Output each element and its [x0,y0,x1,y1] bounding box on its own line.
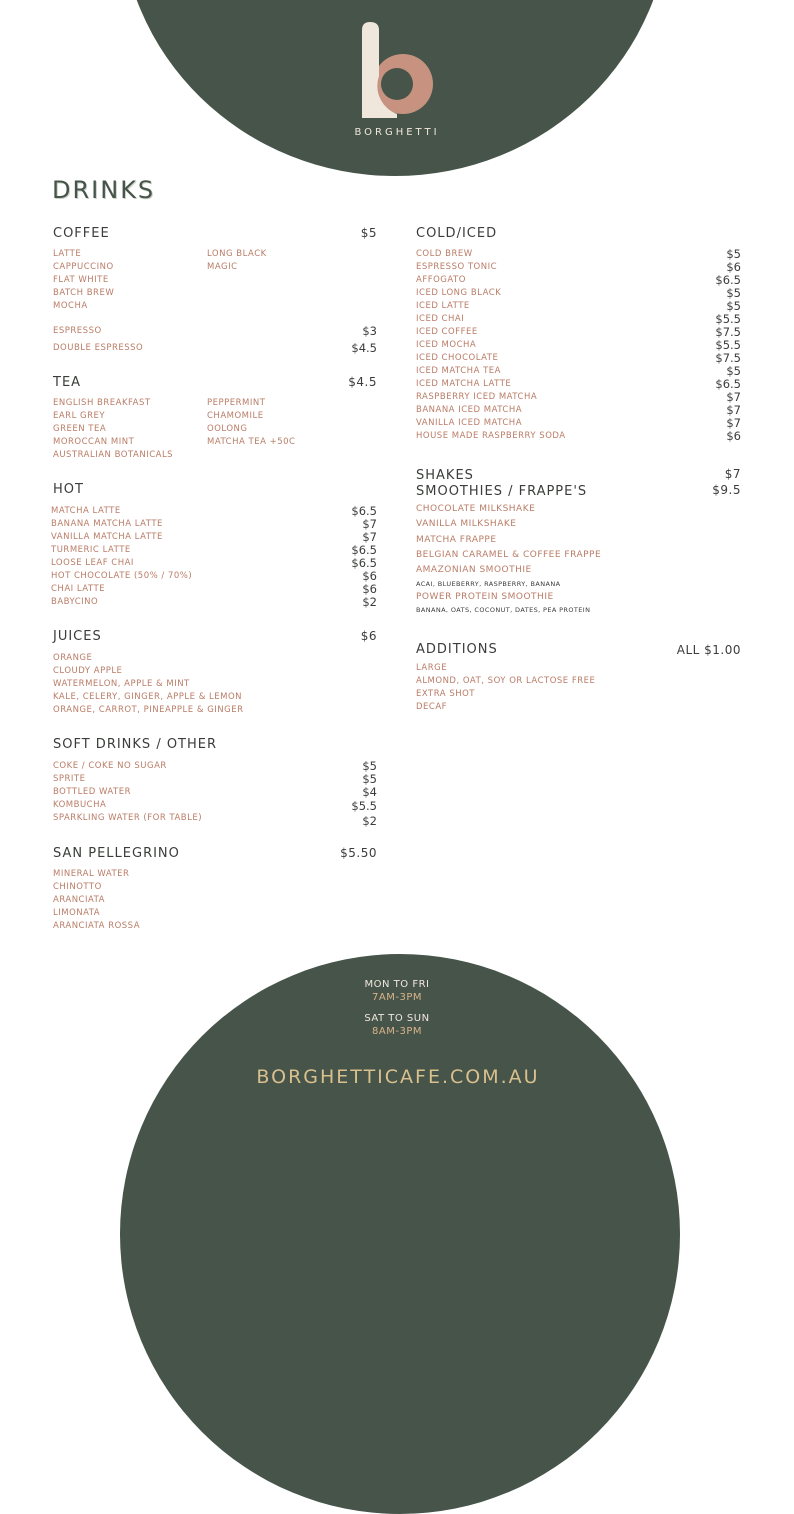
list-item: VANILLA MATCHA LATTE [51,532,163,542]
item-price: $7 [362,530,377,544]
hot-title: HOT [53,482,84,497]
item-price: $5 [726,299,741,313]
list-item: CHINOTTO [53,882,102,892]
soft-drinks-title: SOFT DRINKS / OTHER [53,737,218,752]
item-price: $6.5 [715,377,741,391]
item-price: $6.5 [351,556,377,570]
list-item: ARANCIATA ROSSA [53,921,141,931]
list-item: AMAZONIAN SMOOTHIE [416,565,532,575]
item-price: $7.5 [715,351,741,365]
list-item: CHAMOMILE [207,411,264,421]
cold-iced-title: COLD/ICED [416,226,498,241]
list-item: ICED CHOCOLATE [416,353,499,363]
list-item: ARANCIATA [53,895,105,905]
juices-title: JUICES [53,629,102,644]
hours-weekday-time: 7AM-3PM [372,992,422,1003]
brand-name: BORGHETTI [354,127,440,138]
list-item: VANILLA MILKSHAKE [416,519,517,529]
list-item: VANILLA ICED MATCHA [416,418,523,428]
item-price: $5.5 [715,338,741,352]
list-item: OOLONG [207,424,248,434]
item-price: $5 [726,286,741,300]
item-price: $5 [726,364,741,378]
additions-title: ADDITIONS [416,642,498,657]
item-price: $6 [726,429,741,443]
list-item: ICED LONG BLACK [416,288,502,298]
list-item: GREEN TEA [53,424,107,434]
list-item: BABYCINO [51,597,99,607]
list-item: AFFOGATO [416,275,466,285]
borghetti-logo [357,18,437,122]
list-item: ICED MOCHA [416,340,477,350]
website-link[interactable]: BORGHETTICAFE.COM.AU [256,1066,540,1088]
list-item: LIMONATA [53,908,101,918]
hours-weekend-time: 8AM-3PM [372,1026,422,1037]
list-item: COLD BREW [416,249,473,259]
list-item: WATERMELON, APPLE & MINT [53,679,190,689]
list-item: CHOCOLATE MILKSHAKE [416,504,536,514]
additions-price: ALL $1.00 [676,643,741,657]
list-item: MATCHA LATTE [51,506,121,516]
smoothies-title: SMOOTHIES / FRAPPE'S [416,484,588,499]
item-price: $6.5 [715,273,741,287]
item-price: $4 [362,785,377,799]
item-price: $7 [362,517,377,531]
coffee-price: $5 [360,226,377,240]
list-item: LARGE [416,663,448,673]
item-price: $7 [726,403,741,417]
list-item: KOMBUCHA [53,800,107,810]
list-item: MINERAL WATER [53,869,130,879]
item-price: $6 [362,582,377,596]
list-item: ICED MATCHA LATTE [416,379,512,389]
tea-title: TEA [53,375,82,390]
footer-arc [120,954,680,1514]
list-item: SPARKLING WATER (FOR TABLE) [53,813,203,823]
item-price: $7.5 [715,325,741,339]
list-item: HOT CHOCOLATE (50% / 70%) [51,571,193,581]
item-price: $7 [726,416,741,430]
item-price: $6.5 [351,543,377,557]
item-price: $6.5 [351,504,377,518]
list-item: ICED COFFEE [416,327,478,337]
item-price: $2 [362,814,377,828]
list-item: CLOUDY APPLE [53,666,123,676]
item-price: $5.5 [715,312,741,326]
list-item: MATCHA TEA +50C [207,437,296,447]
list-item: ENGLISH BREAKFAST [53,398,151,408]
list-item: KALE, CELERY, GINGER, APPLE & LEMON [53,692,243,702]
list-item: COKE / COKE NO SUGAR [53,761,167,771]
list-item: ESPRESSO TONIC [416,262,498,272]
item-price: $2 [362,595,377,609]
list-item: DOUBLE ESPRESSO [53,343,144,353]
list-item: HOUSE MADE RASPBERRY SODA [416,431,566,441]
list-item: ORANGE, CARROT, PINEAPPLE & GINGER [53,705,244,715]
list-item: BANANA MATCHA LATTE [51,519,163,529]
list-item: LONG BLACK [207,249,267,259]
list-item: ORANGE [53,653,93,663]
list-item: POWER PROTEIN SMOOTHIE [416,592,554,602]
list-item: MATCHA FRAPPE [416,535,497,545]
coffee-title: COFFEE [53,226,110,241]
hours-weekend: SAT TO SUN [364,1013,430,1024]
item-note: BANANA, OATS, COCONUT, DATES, PEA PROTEIN [416,606,591,614]
item-note: ACAI, BLUEBERRY, RASPBERRY, BANANA [416,580,561,588]
item-price: $6 [362,569,377,583]
list-item: BANANA ICED MATCHA [416,405,523,415]
item-price: $5 [362,759,377,773]
list-item: RASPBERRY ICED MATCHA [416,392,538,402]
list-item: ALMOND, OAT, SOY OR LACTOSE FREE [416,676,596,686]
list-item: LATTE [53,249,82,259]
hours-weekday: MON TO FRI [364,979,430,990]
list-item: ESPRESSO [53,326,102,336]
list-item: BELGIAN CARAMEL & COFFEE FRAPPE [416,550,602,560]
list-item: TURMERIC LATTE [51,545,131,555]
list-item: EXTRA SHOT [416,689,475,699]
smoothies-price: $9.5 [712,483,741,497]
pellegrino-title: SAN PELLEGRINO [53,846,180,861]
item-price: $4.5 [351,341,377,355]
page-title: DRINKS [52,176,156,204]
list-item: FLAT WHITE [53,275,109,285]
list-item: SPRITE [53,774,86,784]
item-price: $3 [362,324,377,338]
list-item: MOROCCAN MINT [53,437,135,447]
list-item: BOTTLED WATER [53,787,132,797]
list-item: ICED CHAI [416,314,465,324]
tea-price: $4.5 [348,375,377,389]
list-item: PEPPERMINT [207,398,266,408]
list-item: EARL GREY [53,411,106,421]
item-price: $5.5 [351,799,377,813]
list-item: CAPPUCCINO [53,262,114,272]
list-item: MOCHA [53,301,88,311]
shakes-price: $7 [724,467,741,481]
shakes-title: SHAKES [416,468,474,483]
item-price: $6 [726,260,741,274]
pellegrino-price: $5.50 [340,846,377,860]
list-item: CHAI LATTE [51,584,106,594]
list-item: ICED LATTE [416,301,470,311]
juices-price: $6 [360,629,377,643]
item-price: $5 [362,772,377,786]
list-item: BATCH BREW [53,288,115,298]
list-item: LOOSE LEAF CHAI [51,558,134,568]
list-item: DECAF [416,702,448,712]
list-item: AUSTRALIAN BOTANICALS [53,450,174,460]
item-price: $5 [726,247,741,261]
list-item: MAGIC [207,262,238,272]
list-item: ICED MATCHA TEA [416,366,501,376]
item-price: $7 [726,390,741,404]
